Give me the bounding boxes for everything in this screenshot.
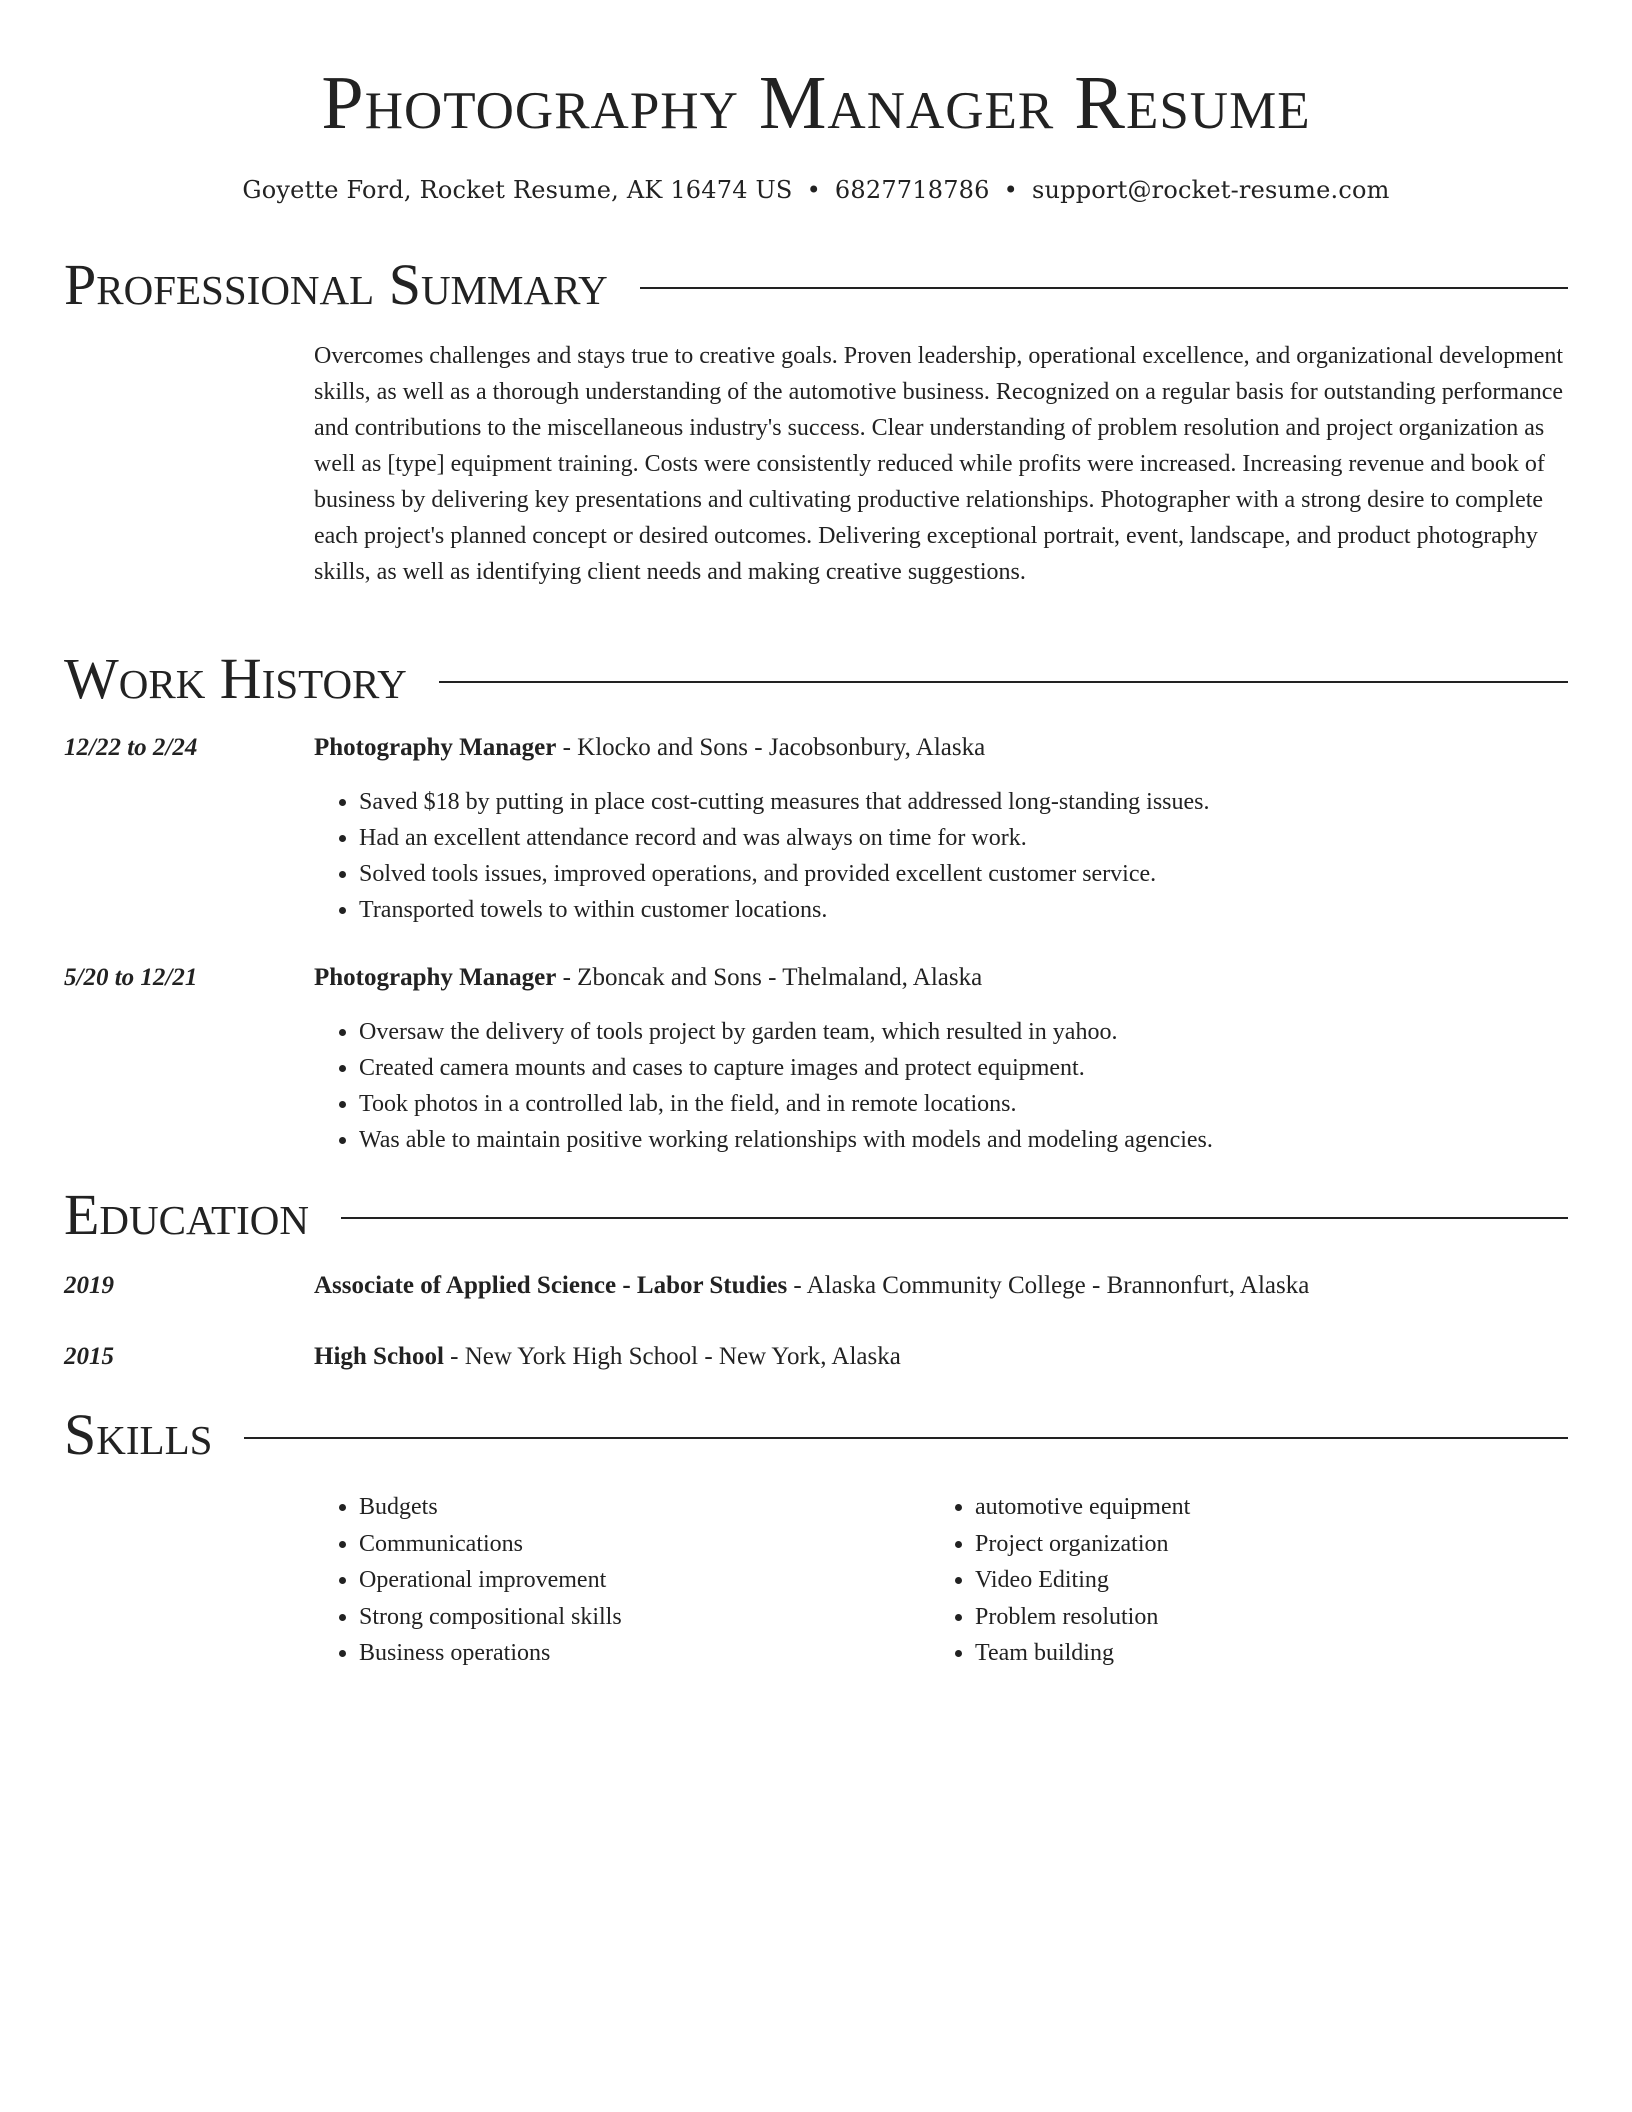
resume-title: Photography Manager Resume (321, 61, 1311, 145)
list-item: • Solved tools issues, improved operations, and provided excellent customer service. (359, 856, 1613, 892)
job-title: Photography Manager (314, 734, 557, 761)
list-item: • Video Editing (975, 1562, 1535, 1599)
job-dates: 5/20 to 12/21 (64, 964, 198, 991)
job-title-line (314, 730, 1568, 766)
list-item: • Oversaw the delivery of tools project by garden team, which resulted in yahoo. (359, 1014, 1613, 1050)
summary-heading: Professional Summary (64, 252, 608, 317)
list-item: • Business operations (359, 1635, 919, 1672)
education-section-header (64, 1183, 1568, 1247)
job-title-line (314, 960, 1568, 996)
education-degree: Associate of Applied Science - Labor Studies (314, 1272, 788, 1299)
list-item: • Communications (359, 1526, 919, 1563)
job-details: - Klocko and Sons - Jacobsonbury, Alaska (556, 734, 986, 761)
contact-address: Goyette Ford, Rocket Resume, AK 16474 US (242, 176, 793, 204)
education-line (314, 1339, 1568, 1375)
summary-text: Overcomes challenges and stays true to creative goals. Proven leadership, operational excellence, and organizational development skills, as well as a thorough understanding of the automotive business. Recognized on a regular basis for outstanding performance and contributions to the miscellaneous industry's success. Clear understanding of problem resolution and project organization as well as [type] equipment training. Costs were consistently reduced while profits were increased. Increasing revenue and book of business by delivering key presentations and cultivating productive relationships. Photographer with a strong desire to complete each project's planned concept or desired outcomes. Delivering exceptional portrait, event, landscape, and product photography skills, as well as identifying client needs and making creative suggestions. (314, 343, 1564, 585)
education-year: 2019 (64, 1272, 114, 1299)
education-details: - New York High School - New York, Alaska (443, 1343, 901, 1370)
list-item: • Strong compositional skills (359, 1599, 919, 1636)
section-divider (341, 1217, 1568, 1219)
education-degree: High School (314, 1343, 444, 1370)
education-line (314, 1268, 1568, 1304)
education-year: 2015 (64, 1343, 114, 1370)
contact-phone: 6827718786 (834, 176, 990, 204)
list-item: • Budgets (359, 1489, 919, 1526)
job-dates: 12/22 to 2/24 (64, 734, 198, 761)
skills-heading: Skills (64, 1402, 213, 1467)
skills-list-right (930, 1489, 1535, 1672)
list-item: • Saved $18 by putting in place cost-cutting measures that addressed long-standing issues. (359, 784, 1613, 820)
summary-section-header (64, 253, 1568, 317)
job-bullets (314, 784, 1613, 928)
skills-section-header (64, 1403, 1568, 1467)
skills-list-left (314, 1489, 919, 1672)
list-item: • Created camera mounts and cases to capture images and protect equipment. (359, 1050, 1613, 1086)
list-item: • Project organization (975, 1526, 1535, 1563)
list-item: • Was able to maintain positive working relationships with models and modeling agencies. (359, 1122, 1613, 1158)
job-details: - Zboncak and Sons - Thelmaland, Alaska (556, 964, 983, 991)
section-divider (244, 1437, 1568, 1439)
job-title: Photography Manager (314, 964, 557, 991)
section-divider (640, 287, 1568, 289)
list-item: • Transported towels to within customer locations. (359, 892, 1613, 928)
contact-separator: • (806, 176, 821, 204)
work-heading: Work History (64, 646, 407, 711)
section-divider (439, 681, 1568, 683)
list-item: • Team building (975, 1635, 1535, 1672)
contact-separator: • (1003, 176, 1018, 204)
education-details: - Alaska Community College - Brannonfurt, Alaska (787, 1272, 1310, 1299)
job-bullets (314, 1014, 1613, 1158)
list-item: • Had an excellent attendance record and was always on time for work. (359, 820, 1613, 856)
list-item: • Operational improvement (359, 1562, 919, 1599)
list-item: • Problem resolution (975, 1599, 1535, 1636)
education-heading: Education (64, 1182, 309, 1247)
list-item: • Took photos in a controlled lab, in the field, and in remote locations. (359, 1086, 1613, 1122)
contact-line (0, 172, 1632, 208)
list-item: • automotive equipment (975, 1489, 1535, 1526)
work-section-header (64, 647, 1568, 711)
contact-email: support@rocket-resume.com (1031, 176, 1390, 204)
